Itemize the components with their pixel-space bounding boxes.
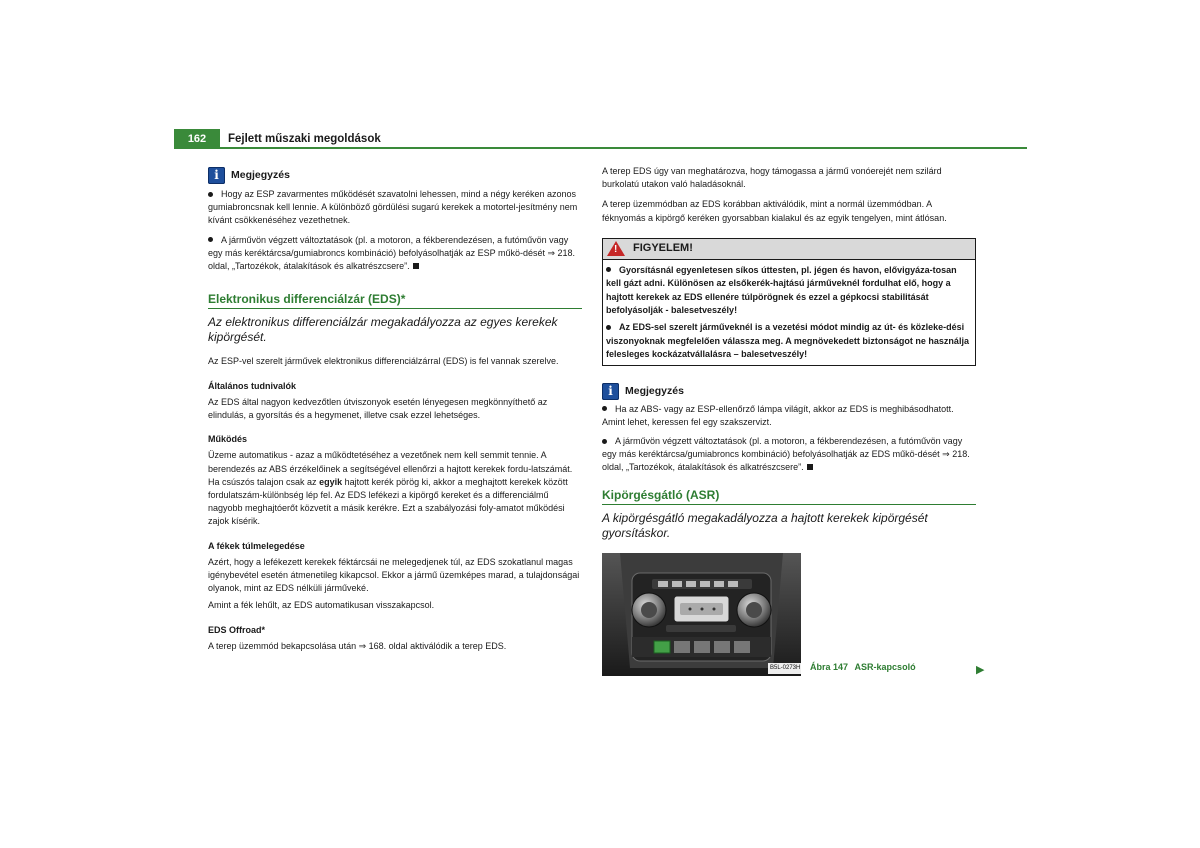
warning-item: Gyorsításnál egyenletesen síkos úttesten, pl. jégen és havon, elővigyáza-tosan kell gázt adni. Különösen az elsőkerék-hajtású járműveknél fordulhat elő, hogy a hajtott kerekek az EDS ellenére túlpörögnek és ezzel a gépkocsi stabilitását befolyásolják - balesetveszély!	[606, 264, 957, 316]
note-item: Ha az ABS- vagy az ESP-ellenőrző lámpa világít, akkor az EDS is meghibásodhatott. Amint lehet, keressen fel egy szakszervizt.	[602, 403, 954, 427]
dashboard-illustration	[602, 553, 801, 676]
right-paragraph-1: A terep EDS úgy van meghatározva, hogy támogassa a jármű vonóerejét nem szilárd burkolatú utakon való haladásoknál.	[602, 166, 942, 190]
end-mark-icon	[807, 464, 813, 470]
figure-caption-text: ASR-kapcsoló	[854, 662, 916, 672]
subheading-brake: A fékek túlmelegedése	[208, 540, 305, 551]
bullet-icon	[602, 406, 607, 411]
warning-body	[603, 260, 975, 365]
info-icon: i	[602, 383, 619, 400]
right-paragraph-2: A terep üzemmódban az EDS korábban aktiválódik, mint a normál üzemmódban. A féknyomás a kipörgő keréken gyorsabban kialakul és az egyik tengelyen, mint átlósan.	[602, 199, 947, 223]
page-header-title: Fejlett műszaki megoldások	[228, 133, 381, 145]
left-column	[208, 167, 582, 659]
general-text: Az EDS által nagyon kedvezőtlen útviszonyok esetén lényegesen megkönnyíthető az elindulás, a gyorsítás és a hegymenet, illetve csak ezzel lehetséges.	[208, 396, 548, 421]
right-column	[602, 165, 976, 551]
eds-intro: Az ESP-vel szerelt járművek elektronikus differenciálzárral (EDS) is fel vannak szerelve.	[208, 356, 559, 367]
function-text: Üzeme automatikus - azaz a működtetéséhez a vezetőnek nem kell semmit tennie. A berendezés az ABS érzékelőinek a segítségével ellenőrzi a hajtott kerekek fordu-latszámát. Ha csúszós talajon csak az egyik hajtott kerék pörög ki, akkor a meghajtott kerekek között fordulatszám-különbség lép fel. Az EDS lefékezi a kipörgő kereket és a differenciálmű nagyobb meghajtóerőt közvetít a másik kerékre. Ezt a szabályozási foly-amatot működési zajok kísérik.	[208, 450, 573, 527]
subheading-offroad: EDS Offroad*	[208, 624, 266, 635]
next-page-arrow-icon: ▶	[976, 664, 985, 676]
note-title: Megjegyzés	[625, 384, 684, 397]
brake-text: Azért, hogy a lefékezett kerekek féktárcsái ne melegedjenek túl, az EDS szokatlanul magas igénybevétel esetén átmenetileg kikapcsol. Ekkor a jármű üzemképes marad, a tulajdonságai olyanok, mint az EDS nélküli járműveké.	[208, 556, 580, 594]
brake-text-2: Amint a fék lehűlt, az EDS automatikusan visszakapcsol.	[208, 600, 435, 611]
note-item: A járművön végzett változtatások (pl. a motoron, a fékberendezésen, a futóművön vagy egy más keréktárcsa/gumiabroncs kombináció) befolyásolhatják az ESP műkö-dését ⇒ 218. oldal, „Tartozékok, átalakítások és alkatrészcsere”.	[208, 234, 576, 272]
info-icon: i	[208, 167, 225, 184]
note-header	[208, 167, 582, 184]
warning-item: Az EDS-sel szerelt járműveknél is a vezetési módot mindig az út- és közleke-dési viszonyoknak megfelelően válassza meg. A megnövekedett biztonságot ne használja felesleges kockázatvállalásra – balesetveszély!	[606, 322, 969, 360]
section-heading-eds: Elektronikus differenciálzár (EDS)*	[208, 293, 582, 309]
end-mark-icon	[413, 263, 419, 269]
warning-title: FIGYELEM!	[633, 242, 693, 255]
note-item: A járművön végzett változtatások (pl. a motoron, a fékberendezésen, a futóművön vagy egy más keréktárcsa/gumiabroncs kombináció) befolyásolhatják az EDS műkö-dését ⇒ 218. oldal, „Tartozékok, átalakítások és alkatrészcsere”.	[602, 436, 970, 473]
header-rule	[174, 147, 1027, 149]
figure-caption	[810, 662, 916, 672]
section-lead-asr: A kipörgésgátló megakadályozza a hajtott kerekek kipörgését gyorsításkor.	[602, 510, 928, 540]
figure-code: B5L-0273H	[770, 665, 801, 671]
note-title: Megjegyzés	[231, 168, 290, 181]
note-header	[602, 383, 976, 400]
bullet-icon	[606, 267, 611, 272]
warning-header	[603, 239, 975, 260]
figure-asr-switch	[602, 553, 801, 676]
page-number: 162	[174, 129, 220, 149]
section-lead-eds: Az elektronikus differenciálzár megakadályozza az egyes kerekek kipörgését.	[208, 315, 558, 345]
figure-number: Ábra 147	[810, 662, 849, 672]
bullet-icon	[208, 192, 213, 197]
bullet-icon	[602, 439, 607, 444]
bullet-icon	[606, 325, 611, 330]
section-heading-asr: Kipörgésgátló (ASR)	[602, 489, 976, 505]
subheading-general: Általános tudnivalók	[208, 380, 297, 391]
offroad-text: A terep üzemmód bekapcsolása után ⇒ 168. oldal aktiválódik a terep EDS.	[208, 640, 507, 651]
bullet-icon	[208, 237, 213, 242]
warning-box	[602, 238, 976, 366]
note-item: Hogy az ESP zavarmentes működését szavatolni lehessen, mind a négy keréken azonos gumiabroncsnak kell lennie. A különböző gördülési sugarú kerekek a motortel-jesítmény nem kívánt csökkenéséhez vezethetnek.	[208, 189, 578, 226]
warning-triangle-icon: !	[607, 241, 625, 256]
subheading-function: Működés	[208, 434, 248, 445]
